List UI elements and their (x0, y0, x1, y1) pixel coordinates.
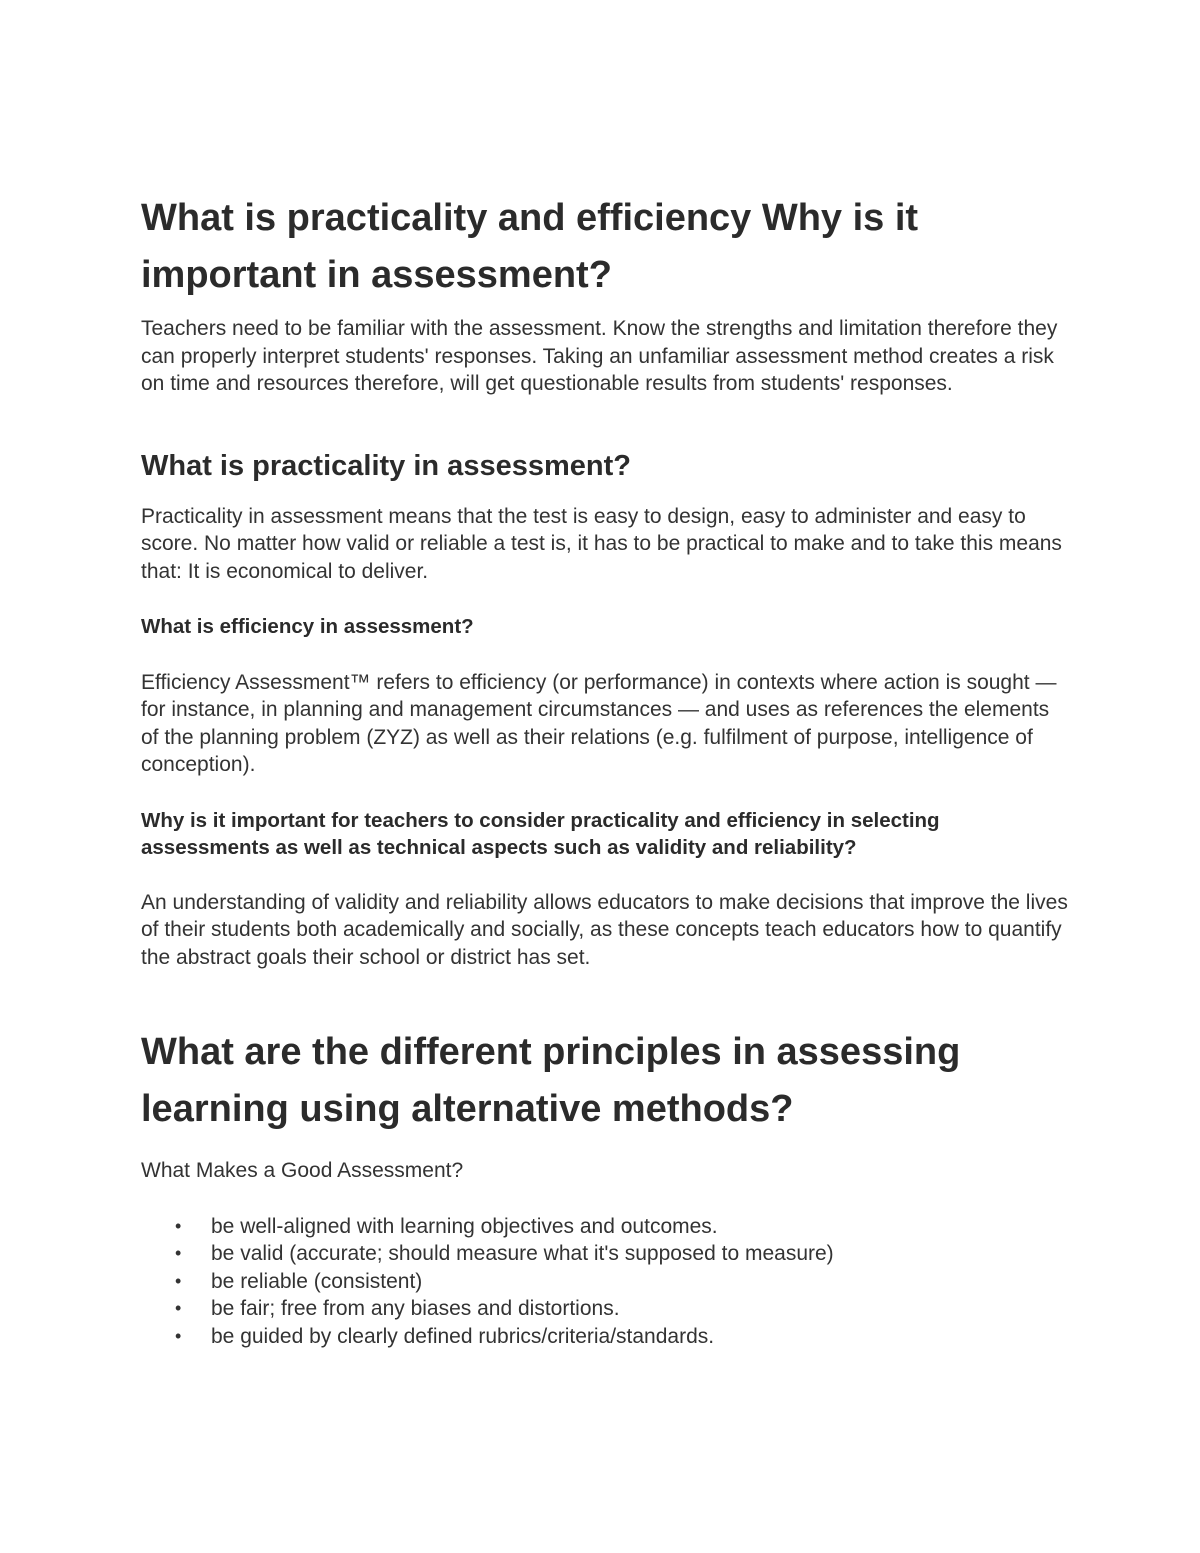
list-item-text: be valid (accurate; should measure what it's supposed to measure) (211, 1242, 834, 1265)
list-item (141, 1268, 1071, 1296)
list-item-text: be guided by clearly defined rubrics/criteria/standards. (211, 1324, 715, 1348)
good-assessment-list (141, 1213, 1071, 1351)
heading-principles: What are the different principles in assessing learning using alternative methods? (141, 1031, 961, 1130)
document-page (141, 190, 1071, 1350)
paragraph-practicality-efficiency: Teachers need to be familiar with the assessment. Know the strengths and limitation therefore they can properly interpret students' responses. Taking an unfamiliar assessment method creates a risk on time and resources therefore, will get questionable results from students' responses. (141, 317, 1058, 395)
paragraph-practicality: Practicality in assessment means that the test is easy to design, easy to administer and easy to score. No matter how valid or reliable a test is, it has to be practical to make and to take this means that: It is economical to deliver. (141, 504, 1062, 583)
heading-practicality: What is practicality in assessment? (141, 449, 631, 482)
list-item (141, 1323, 1071, 1351)
list-item (141, 1213, 1071, 1241)
list-item (141, 1295, 1071, 1323)
paragraph-why-important: An understanding of validity and reliability allows educators to make decisions that improve the lives of their students both academically and socially, as these concepts teach educators how to quantify the abstract goals their school or district has set. (141, 890, 1068, 969)
intro-good-assessment: What Makes a Good Assessment? (141, 1159, 464, 1182)
heading-practicality-efficiency: What is practicality and efficiency Why is it important in assessment? (141, 197, 919, 296)
list-item (141, 1240, 1071, 1268)
heading-efficiency: What is efficiency in assessment? (141, 615, 474, 638)
bullet-icon: • (175, 1243, 182, 1263)
heading-why-important: Why is it important for teachers to consider practicality and efficiency in selecting assessments as well as technical aspects such as validity and reliability? (141, 808, 940, 859)
bullet-icon: • (175, 1270, 182, 1291)
bullet-icon: • (175, 1215, 182, 1236)
bullet-icon: • (175, 1325, 182, 1346)
list-item-text: be reliable (consistent) (211, 1269, 423, 1293)
paragraph-efficiency: Efficiency Assessment™ refers to efficiency (or performance) in contexts where action is sought — for instance, in planning and management circumstances — and uses as references the elements of the planning problem (ZYZ) as well as their relations (e.g. fulfilment of purpose, intelligence of conception). (141, 670, 1057, 776)
list-item-text: be well-aligned with learning objectives and outcomes. (211, 1214, 718, 1238)
bullet-icon: • (175, 1298, 182, 1318)
list-item-text: be fair; free from any biases and distortions. (211, 1297, 620, 1320)
